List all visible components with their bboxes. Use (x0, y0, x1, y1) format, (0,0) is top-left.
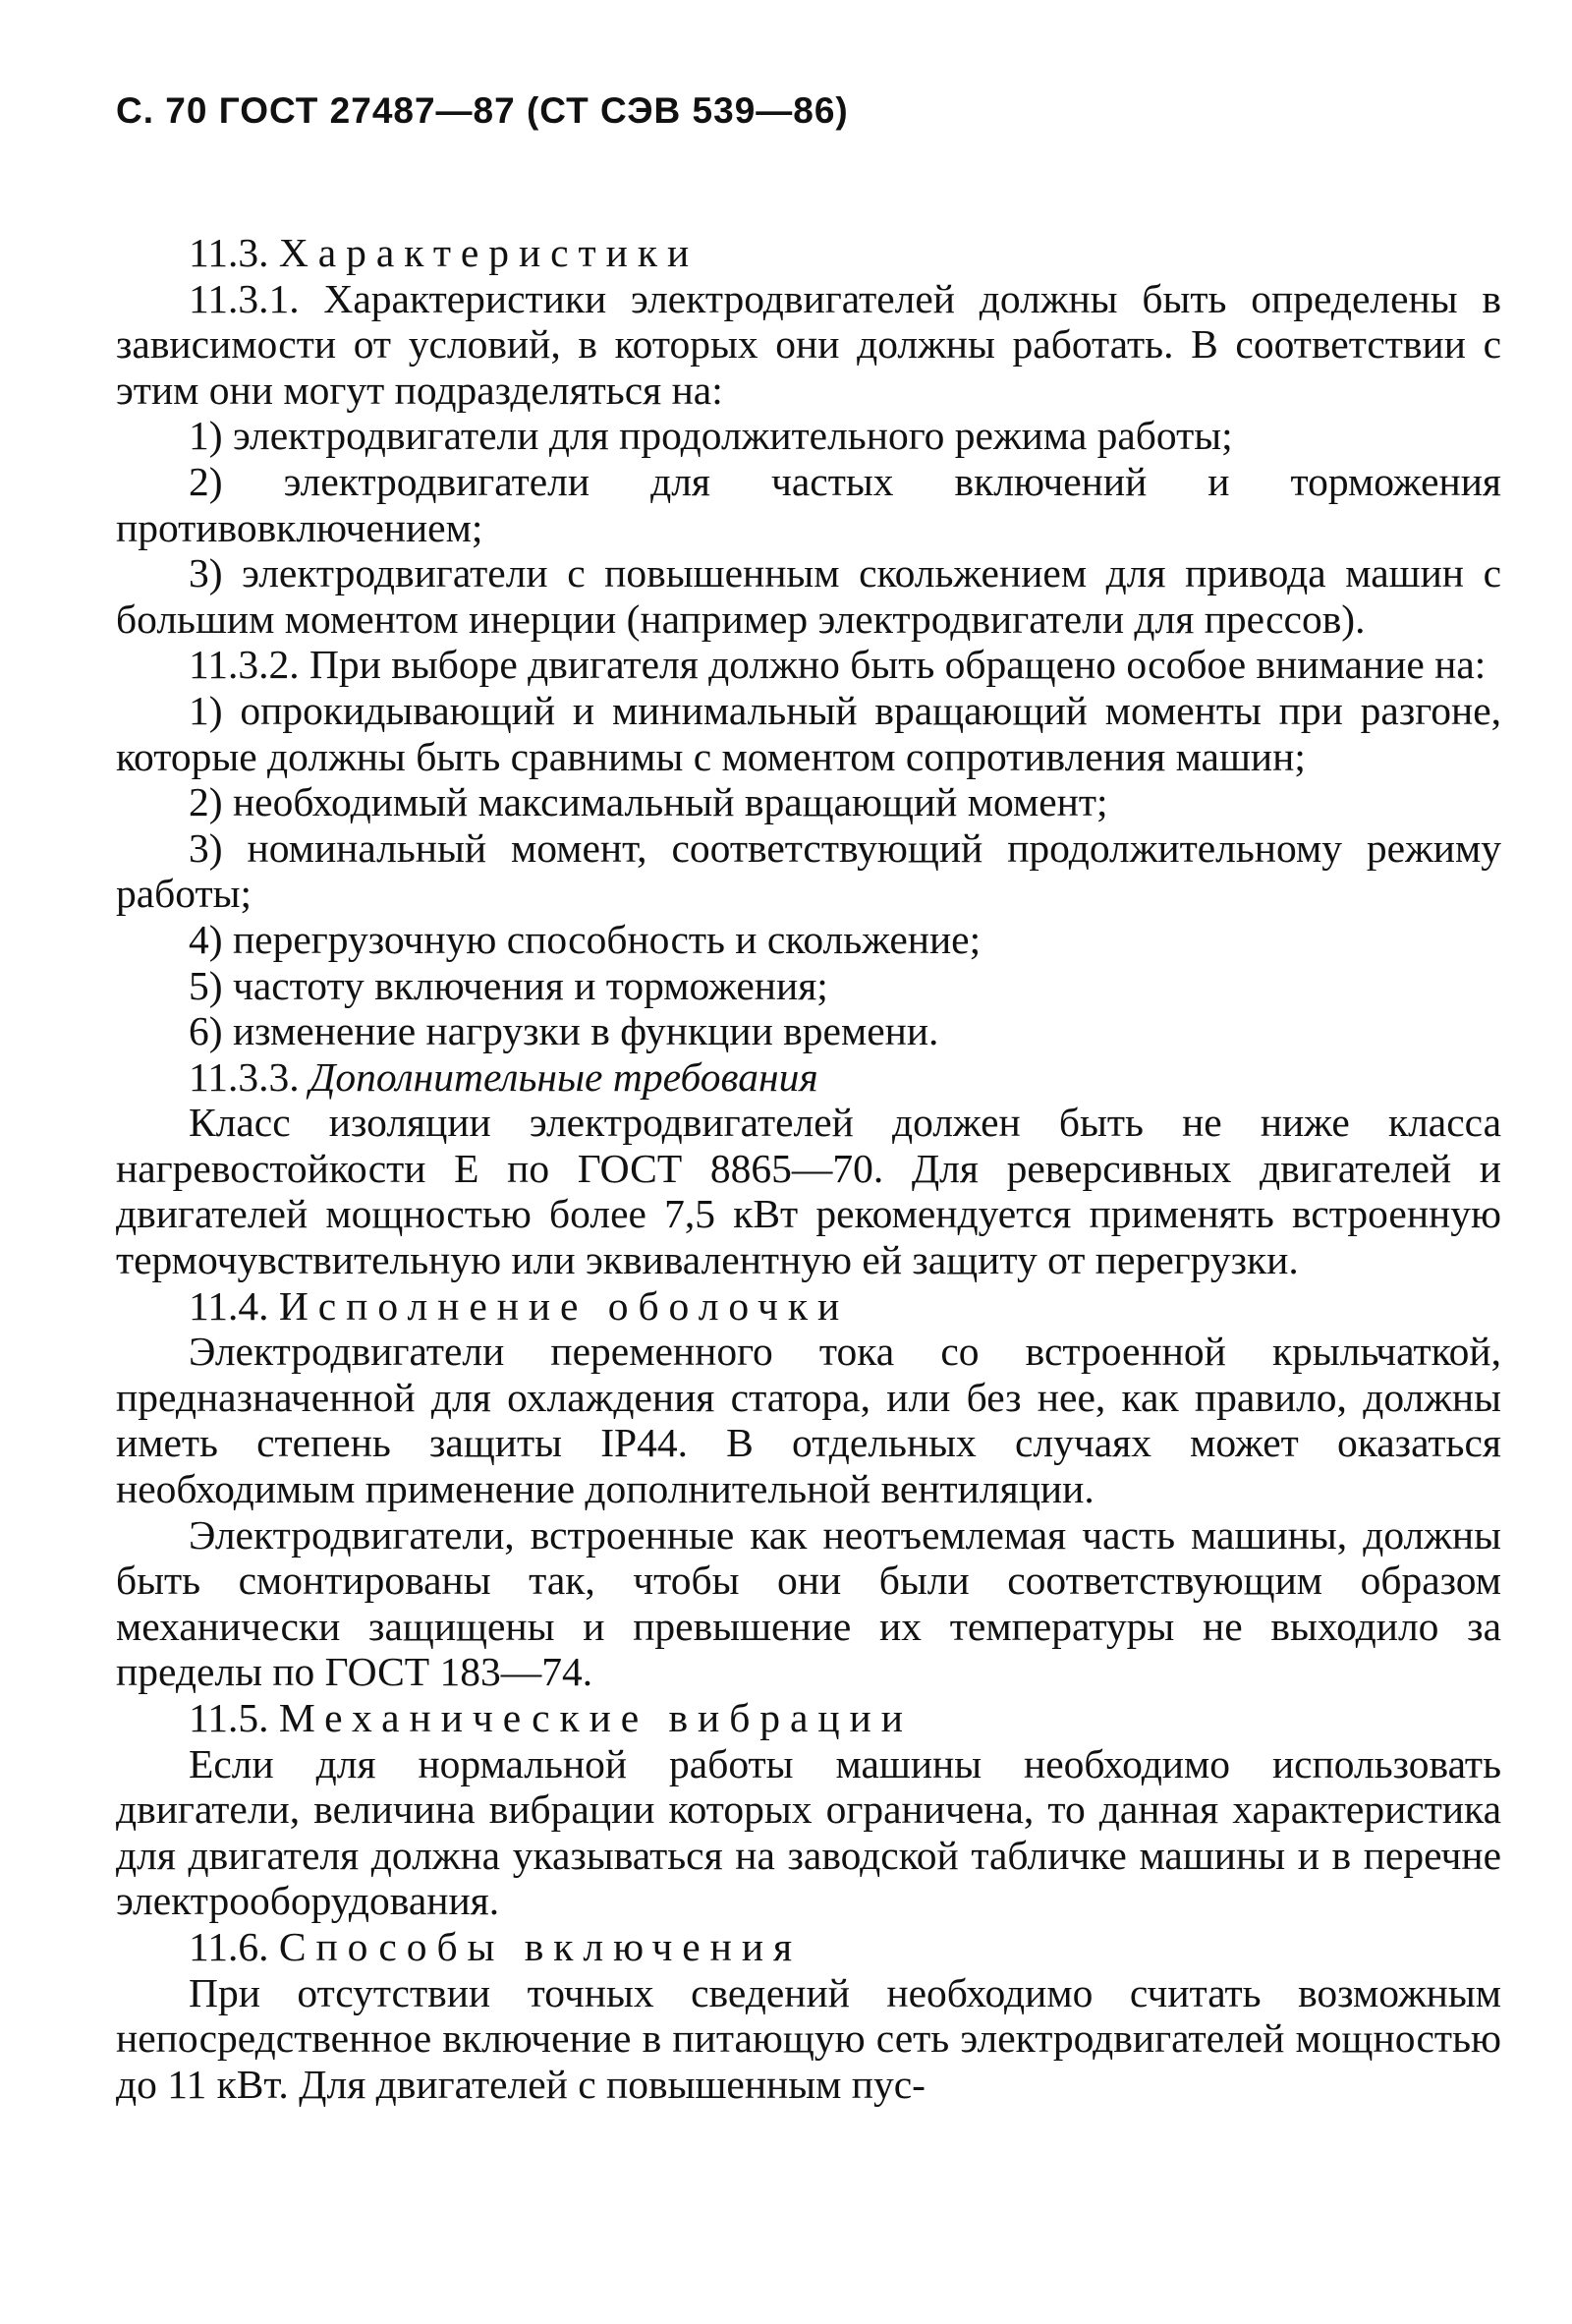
section-title: Способы включения (278, 1923, 803, 1969)
section-number: 11.3. (189, 230, 279, 275)
list-item: 1) электродвигатели для продолжительного режима работы; (189, 413, 1233, 459)
section-number: 11.3.3. (189, 1053, 309, 1100)
section-title: Характеристики (278, 230, 700, 275)
list-item: 3) электродвигатели с повышенным скольжением для привода машин с большим моментом инерции (например электродвигатели для прессов). (116, 550, 1501, 642)
paragraph: Электродвигатели, встроенные как неотъемлемая часть машины, должны быть смонтированы так, чтобы они были соответствующим образом механически защищены и превышение их температуры не выходило за пределы по ГОСТ 183—74. (116, 1511, 1501, 1695)
paragraph: Электродвигатели переменного тока со встроенной крыльчаткой, предназначенной для охлаждения статора, или без нее, как правило, должны иметь степень защиты IP44. В отдельных случаях может оказаться необходимым применение дополнительной вентиляции. (116, 1329, 1501, 1512)
list-item: 2) электродвигатели для частых включений и торможения противовключением; (116, 458, 1501, 550)
paragraph: Класс изоляции электродвигателей должен быть не ниже класса нагревостойкости Е по ГОСТ 8865—70. Для реверсивных двигателей и двигателей мощностью более 7,5 кВт рекомендуется применять встроенную термочувствительную или эквивалентную ей защиту от перегрузки. (116, 1100, 1501, 1283)
paragraph: При отсутствии точных сведений необходимо считать возможным непосредственное включение в питающую сеть электродвигателей мощностью до 11 кВт. Для двигателей с повышенным пус- (116, 1969, 1501, 2107)
section-number: 11.6. (189, 1923, 279, 1969)
list-item: 3) номинальный момент, соответствующий продолжительному режиму работы; (116, 824, 1501, 917)
section-number: 11.4. (189, 1282, 279, 1329)
section-heading (116, 1283, 1501, 1330)
section-title: Механические вибрации (278, 1695, 913, 1740)
list-item: 4) перегрузочную способность и скольжение; (189, 916, 982, 962)
list-item: 2) необходимый максимальный вращающий момент; (189, 779, 1108, 825)
document-body (116, 230, 1501, 2107)
paragraph: 11.3.1. Характеристики электродвигателей должны быть определены в зависимости от условий, в которых они должны работать. В соответствии с этим они могут подразделяться на: (116, 275, 1501, 413)
section-heading (116, 1054, 1501, 1101)
section-title: Дополнительные требования (309, 1053, 818, 1100)
section-heading (116, 1695, 1501, 1741)
list-item: 1) опрокидывающий и минимальный вращающий моменты при разгоне, которые должны быть сравнимы с моментом сопротивления машин; (116, 687, 1501, 779)
list-item: 5) частоту включения и торможения; (189, 962, 828, 1008)
paragraph: Если для нормальной работы машины необходимо использовать двигатели, величина вибрации которых ограничена, то данная характеристика для двигателя должна указываться на заводской табличке машины и в перечне электрооборудования. (116, 1740, 1501, 1924)
list-item: 6) изменение нагрузки в функции времени. (189, 1008, 939, 1054)
section-heading (116, 1924, 1501, 1970)
section-number: 11.5. (189, 1695, 279, 1740)
page-header: С. 70 ГОСТ 27487—87 (СТ СЭВ 539—86) (116, 90, 849, 131)
section-title: Исполнение оболочки (278, 1282, 850, 1329)
paragraph: 11.3.2. При выборе двигателя должно быть обращено особое внимание на: (189, 642, 1487, 688)
section-heading (116, 230, 1501, 276)
